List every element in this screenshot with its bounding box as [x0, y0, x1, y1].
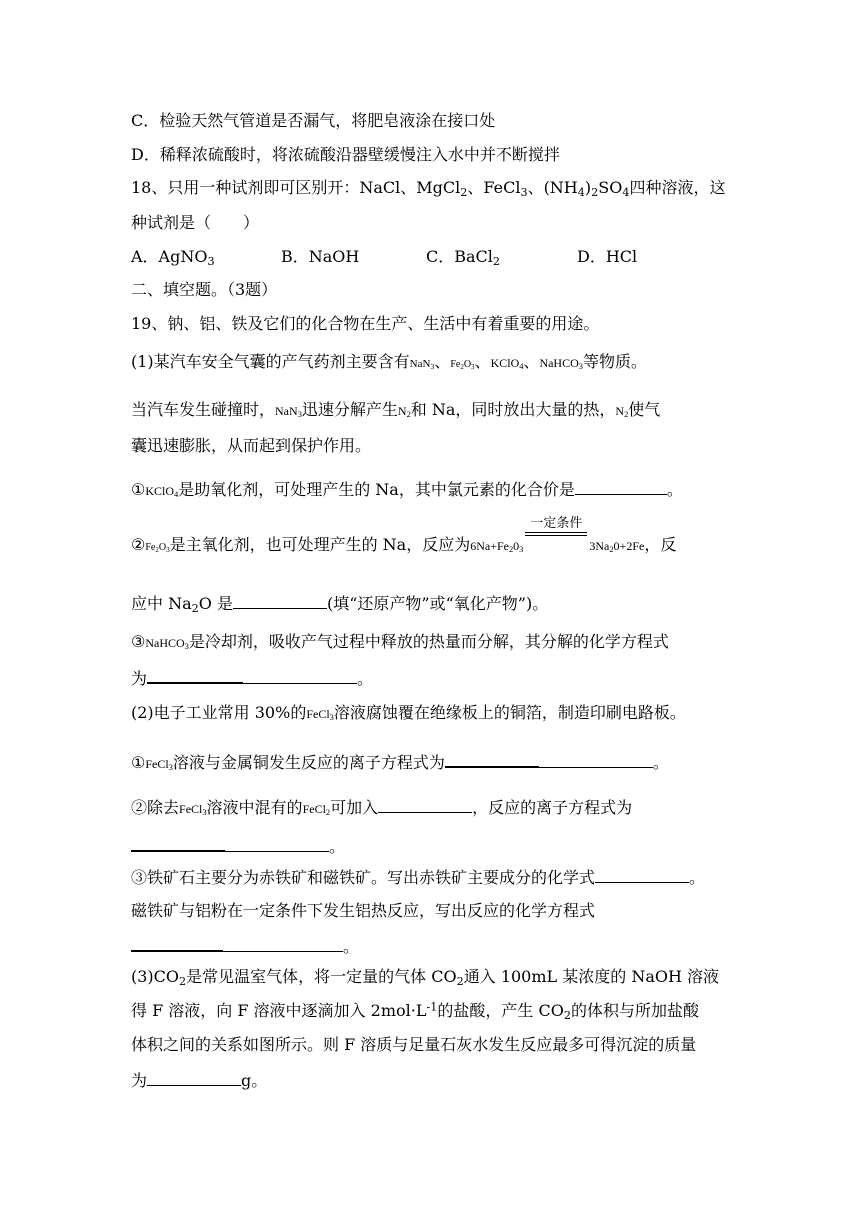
sub-2: 2 — [460, 362, 464, 371]
formula-text: NaN — [409, 358, 431, 370]
part-3-text: 体积之间的关系如图所示。则 F 溶质与足量石灰水发生反应最多可得沉淀的质量 — [131, 1035, 697, 1054]
answer-blank[interactable] — [595, 866, 689, 883]
sub-2: 2 — [492, 254, 501, 268]
formula-text: N — [615, 404, 625, 418]
formula-text: FeCl — [302, 802, 326, 816]
item-2-text-end: ，反 — [644, 535, 677, 554]
item-1-end: 。 — [666, 480, 683, 499]
q18-text: SO — [598, 178, 623, 197]
sub-3: 3 — [430, 361, 435, 371]
formula-text: KClO — [490, 356, 520, 370]
formula-fe2o3: $Fe_2O_3$ — [450, 359, 475, 371]
formula-fecl3 — [306, 707, 334, 721]
sub-2: 2 — [155, 545, 159, 554]
section-2-text: 二、填空题。（3题） — [131, 280, 278, 299]
formula-text: Fe — [145, 542, 156, 553]
question-18-options — [131, 247, 637, 267]
separator: 、 — [523, 352, 540, 371]
sub-2: 2 — [179, 974, 187, 988]
sub-3: 3 — [471, 362, 475, 371]
formula-text: Fe — [450, 359, 461, 370]
formula-fe2o3: $Fe_2O_3$ — [145, 542, 170, 554]
sub-2: 2 — [191, 601, 199, 615]
answer-blank[interactable] — [539, 751, 653, 768]
answer-blank[interactable] — [575, 478, 667, 495]
part-1-line3 — [131, 436, 371, 456]
formula-nan3 — [275, 404, 302, 418]
option-d-text: D．稀释浓硫酸时，将浓硫酸沿器壁缓慢注入水中并不断搅拌 — [131, 145, 560, 164]
part-2-item-2-line2 — [131, 834, 345, 857]
q18-option-a-label: A．AgNO — [131, 247, 208, 266]
answer-blank[interactable] — [378, 796, 472, 813]
formula-n2 — [398, 404, 411, 418]
sub-2: 2 — [609, 545, 614, 555]
option-d-line — [131, 145, 560, 165]
formula-kclo4 — [491, 356, 524, 370]
part-2-item-2-text: ，反应的离子方程式为 — [472, 798, 633, 817]
reaction-rhs — [589, 539, 644, 553]
answer-blank[interactable] — [131, 934, 223, 952]
part-1-item-2 — [131, 516, 677, 558]
part-3-line4 — [131, 1069, 267, 1091]
sub-3: 3 — [202, 808, 207, 818]
part-3-line3 — [131, 1035, 696, 1055]
answer-blank[interactable] — [223, 935, 343, 952]
formula-fecl3 — [145, 757, 173, 771]
circled-2: ② — [131, 535, 146, 554]
sub-2: 2 — [325, 808, 331, 818]
sub-2: 2 — [508, 545, 514, 555]
q18-option-c — [426, 247, 577, 267]
q18-text: 18、只用一种试剂即可区别开：NaCl、MgCl — [131, 178, 461, 197]
sub-3: 3 — [207, 254, 215, 268]
part-2-text: 溶液腐蚀覆在绝缘板上的铜箔，制造印刷电路板。 — [333, 703, 686, 722]
circled-1: ① — [131, 480, 146, 499]
part-1-item-2-line2 — [131, 592, 548, 614]
q18-option-b-label: B．NaOH — [281, 247, 360, 266]
separator: 、 — [474, 352, 491, 371]
sub-4: 4 — [577, 185, 585, 199]
q18-option-c-label: C．BaCl — [426, 247, 493, 266]
part-1-text-end: 等物质。 — [582, 352, 647, 371]
reaction-text: 0+2Fe — [613, 539, 645, 553]
part-2-item-2-end: 。 — [329, 837, 346, 856]
formula-text: NaN — [275, 404, 298, 418]
part-2-item-3-line2 — [131, 901, 595, 921]
part-2-item-2-text: 溶液中混有的 — [206, 798, 303, 817]
part-3-line2 — [131, 1001, 699, 1021]
reaction-lhs: $6Na+Fe_20_3$ — [470, 539, 524, 555]
option-c-line — [131, 111, 495, 131]
reaction-condition: 一定条件 — [530, 516, 583, 531]
sub-4: 4 — [174, 490, 179, 500]
part-2-item-2-text: ②除去 — [131, 798, 180, 817]
part-1-item-3-line2 — [131, 666, 373, 689]
q18-text: ) — [584, 178, 592, 197]
item-2-text: O 是 — [198, 594, 233, 613]
part-3-text: 通入 100mL 某浓度的 NaOH 溶液 — [463, 967, 720, 986]
equals-bar-bottom — [525, 535, 587, 536]
formula-text: NaHCO — [145, 636, 185, 650]
circled-3: ③ — [131, 632, 146, 651]
part-2-text: (2)电子工业常用 30%的 — [131, 703, 307, 722]
sub-2: 2 — [624, 410, 629, 420]
part-1-text: 和 Na，同时放出大量的热， — [410, 400, 616, 419]
sub-2: 2 — [456, 974, 464, 988]
part-3-text: g。 — [241, 1071, 268, 1090]
circled-1: ① — [131, 753, 146, 772]
formula-text: KClO — [145, 484, 175, 498]
question-18-line2 — [131, 213, 259, 233]
sub-3: 3 — [520, 185, 528, 199]
question-19-stem — [131, 314, 599, 334]
part-3-text: 是常见温室气体，将一定量的气体 CO — [186, 967, 457, 986]
answer-blank[interactable] — [131, 834, 225, 852]
answer-blank[interactable] — [147, 666, 243, 684]
part-1-text: 当汽车发生碰撞时， — [131, 400, 276, 419]
answer-blank[interactable] — [147, 1069, 241, 1086]
formula-fecl3 — [179, 802, 207, 816]
sub-3: 3 — [519, 545, 524, 555]
formula-text: NaHCO — [539, 356, 579, 370]
part-2-item-3 — [131, 866, 705, 888]
equals-bar-top — [525, 532, 587, 533]
formula-text: FeCl — [179, 802, 203, 816]
formula-nahco3 — [145, 636, 189, 650]
answer-blank[interactable] — [233, 592, 327, 609]
sub-3: 3 — [297, 410, 302, 420]
part-1-item-3 — [131, 632, 669, 653]
q18-line2-text: 种试剂是（ ） — [131, 213, 260, 232]
item-3-text: 为 — [131, 669, 148, 688]
sub-3: 3 — [329, 713, 334, 723]
q18-option-d — [577, 247, 637, 267]
sub-4: 4 — [519, 362, 524, 372]
part-2-item-3-end: 。 — [689, 868, 706, 887]
q18-text: 、(NH — [527, 178, 578, 197]
part-2-item-2 — [131, 796, 632, 819]
item-2-text: 应中 Na — [131, 594, 192, 613]
formula-nan3 — [410, 358, 435, 370]
q19-text: 19、钠、铝、铁及它们的化合物在生产、生活中有着重要的用途。 — [131, 314, 600, 333]
part-2-item-1 — [131, 750, 669, 774]
q18-option-d-label: D．HCl — [577, 247, 638, 266]
sub-2: 2 — [406, 410, 411, 420]
formula-kclo4 — [145, 484, 178, 498]
question-18-line1 — [131, 178, 725, 198]
part-2-item-3-end: 。 — [343, 937, 360, 956]
part-3-text: 得 F 溶液，向 F 溶液中逐滴加入 2mol·L — [131, 1001, 427, 1020]
sub-3: 3 — [168, 763, 173, 773]
sub-4: 4 — [622, 185, 630, 199]
reaction-condition-arrow — [525, 516, 587, 555]
item-3-end: 。 — [357, 669, 374, 688]
part-2-item-3-text: 磁铁矿与铝粉在一定条件下发生铝热反应，写出反应的化学方程式 — [131, 901, 596, 920]
sub-2: 2 — [460, 185, 468, 199]
q18-option-b — [281, 247, 426, 267]
answer-blank[interactable] — [243, 667, 357, 684]
part-1-text: 囊迅速膨胀，从而起到保护作用。 — [131, 436, 372, 455]
formula-text: FeCl — [145, 757, 169, 771]
q18-text: 、FeCl — [467, 178, 521, 197]
separator: 、 — [434, 352, 451, 371]
part-3-text: 为 — [131, 1071, 148, 1090]
part-2-item-2-text: 可加入 — [330, 798, 379, 817]
part-3-text: 的体积与所加盐酸 — [570, 1001, 699, 1020]
sub-3: 3 — [166, 545, 170, 554]
item-1-text: 是助氧化剂，可处理产生的 Na，其中氯元素的化合价是 — [178, 480, 575, 499]
item-2-text: (填“还原产物”或“氧化产物”)。 — [326, 594, 549, 613]
option-c-text: C．检验天然气管道是否漏气，将肥皂液涂在接口处 — [131, 111, 496, 130]
part-2-item-1-text: 溶液与金属铜发生反应的离子方程式为 — [172, 753, 445, 772]
part-1-text: 使气 — [628, 400, 661, 419]
formula-text: FeCl — [306, 707, 330, 721]
part-3-text: 的盐酸，产生 CO — [437, 1001, 564, 1020]
part-1-text: 迅速分解产生 — [301, 400, 398, 419]
part-3-text: (3)CO — [131, 967, 180, 986]
answer-blank[interactable] — [225, 835, 329, 852]
q18-option-a — [131, 247, 281, 267]
part-2-item-3-line3 — [131, 934, 359, 957]
part-3-line1 — [131, 967, 719, 987]
part-1-text: (1)某汽车安全气囊的产气药剂主要含有 — [131, 352, 410, 371]
sub-2: 2 — [591, 185, 599, 199]
part-1-line1 — [131, 352, 647, 375]
part-2-line1 — [131, 703, 686, 724]
answer-blank[interactable] — [445, 750, 539, 768]
sub-2: 2 — [563, 1008, 571, 1022]
part-1-line2 — [131, 400, 660, 421]
part-1-item-1 — [131, 478, 683, 501]
formula-fecl2 — [303, 802, 331, 816]
section-2-heading — [131, 280, 277, 300]
sub-3: 3 — [578, 362, 583, 372]
sub-3: 3 — [184, 642, 189, 652]
item-2-text: 是主氧化剂，也可处理产生的 Na，反应为 — [169, 535, 471, 554]
item-3-text: 是冷却剂，吸收产气过程中释放的热量而分解，其分解的化学方程式 — [188, 632, 669, 651]
formula-nahco3 — [539, 356, 583, 370]
part-2-item-1-end: 。 — [652, 753, 669, 772]
part-2-item-3-text: ③铁矿石主要分为赤铁矿和磁铁矿。写出赤铁矿主要成分的化学式 — [131, 868, 596, 887]
superscript: -1 — [426, 1000, 438, 1014]
formula-n2 — [615, 404, 628, 418]
reaction-text: 3Na — [589, 539, 610, 553]
reaction-text: 6Na+Fe — [470, 539, 509, 553]
q18-text: 四种溶液，这 — [629, 178, 726, 197]
formula-text: N — [397, 404, 407, 418]
